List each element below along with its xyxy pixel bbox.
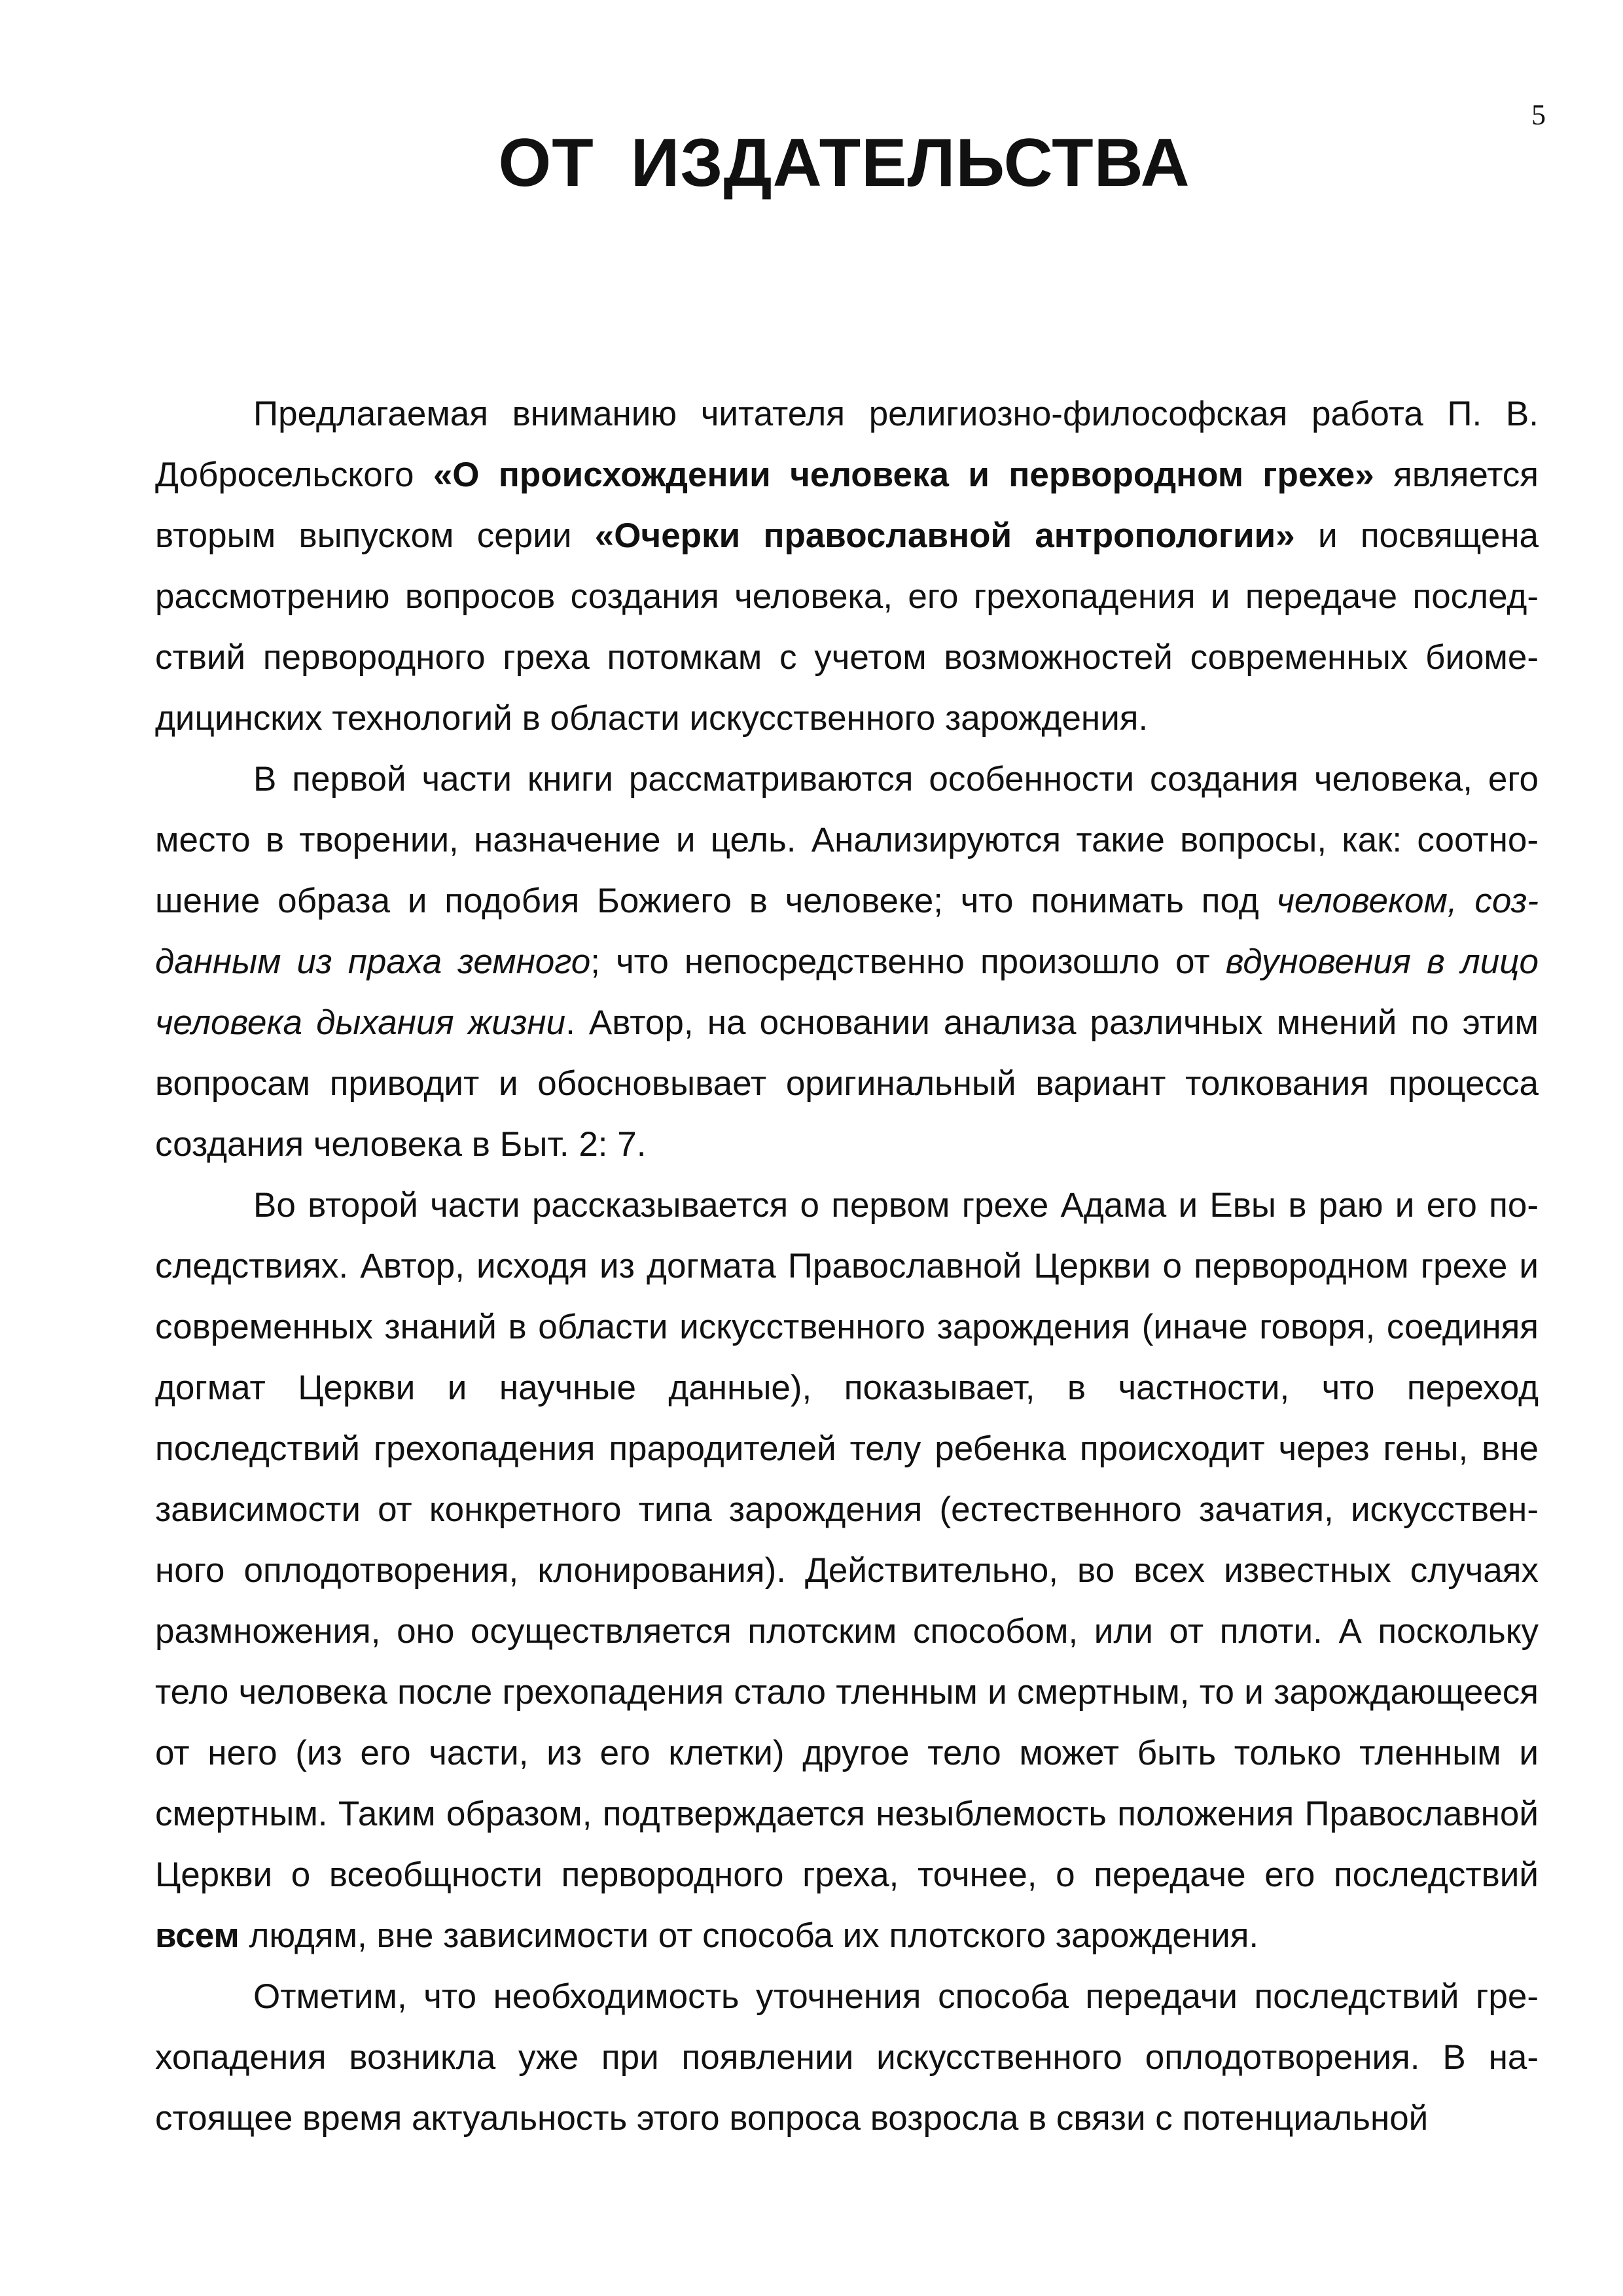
- paragraph-1: [155, 384, 1539, 749]
- paragraph-2: [155, 749, 1539, 1175]
- page-title: ОТ ИЗДАТЕЛЬСТВА: [498, 125, 1190, 201]
- bold-emphasis: всем: [155, 1916, 240, 1955]
- series-title-emphasis: «Очерки православной антропологии»: [594, 516, 1295, 555]
- text-segment: В первой части книги рассматриваются особенности создания человека, его место в творении, назначение и цель. Анализируются такие вопросы, как: соотношение образа и подобия Божиего в человеке; что понимать под: [155, 760, 1539, 920]
- text-segment: является вторым выпуском серии: [155, 456, 1539, 555]
- text-segment: Во второй части рассказывается о первом грехе Адама и Евы в раю и его последствиях. Автор, исходя из догмата Православной Церкви о первородном грехе и современных знаний в области искусственного зарождения (иначе говоря, соединяя догмат Церкви и научные данные), показывает, в частности, что переход последствий грехопадения прародителей телу ребенка происходит через гены, вне зависимости от конкретного типа зарождения (естественного зачатия, искусственного оплодотворения, клонирования). Действительно, во всех известных случаях размножения, оно осуществляется плотским способом, или от плоти. А поскольку тело человека после грехопадения стало тленным и смертным, то и зарождающееся от него (из его части, из его клетки) другое тело может быть только тленным и смертным. Таким образом, подтверждается незыблемость положения Православной Церкви о всеобщности первородного греха, точнее, о передаче его последствий: [155, 1186, 1539, 1894]
- paragraph-4: [155, 1966, 1539, 2149]
- text-segment: людям, вне зависимости от способа их плотского зарождения.: [239, 1916, 1259, 1955]
- text-segment: и посвящена рассмотрению вопросов создания человека, его грехопадения и передаче последствий первородного греха потомкам с учетом возможностей современных биомедицинских технологий в области искусственного зарождения.: [155, 516, 1539, 738]
- paragraph-3: [155, 1175, 1539, 1966]
- text-segment: . Автор, на основании анализа различных мнений по этим вопросам приводит и обосновывает оригинальный вариант толкования процесса создания человека в Быт. 2: 7.: [155, 1003, 1539, 1164]
- page-number: 5: [1531, 99, 1546, 131]
- body-text: [155, 384, 1539, 2149]
- text-segment: Отметим, что необходимость уточнения способа передачи последствий грехопадения возникла уже при появлении искусственного оплодотворения. В настоящее время актуальность этого вопроса возросла в связи с потенциальной: [155, 1977, 1539, 2138]
- italic-quote: вдуновения в лицо человека дыхания жизни: [155, 942, 1539, 1042]
- text-segment: Предлагаемая вниманию читателя религиозно-философская работа П. В. Добросельского: [155, 395, 1539, 494]
- text-segment: ; что непосредственно произошло от: [590, 942, 1226, 981]
- italic-quote: человеком, созданным из праха земного: [155, 882, 1539, 981]
- book-title-emphasis: «О происхождении человека и первородном грехе»: [433, 456, 1374, 494]
